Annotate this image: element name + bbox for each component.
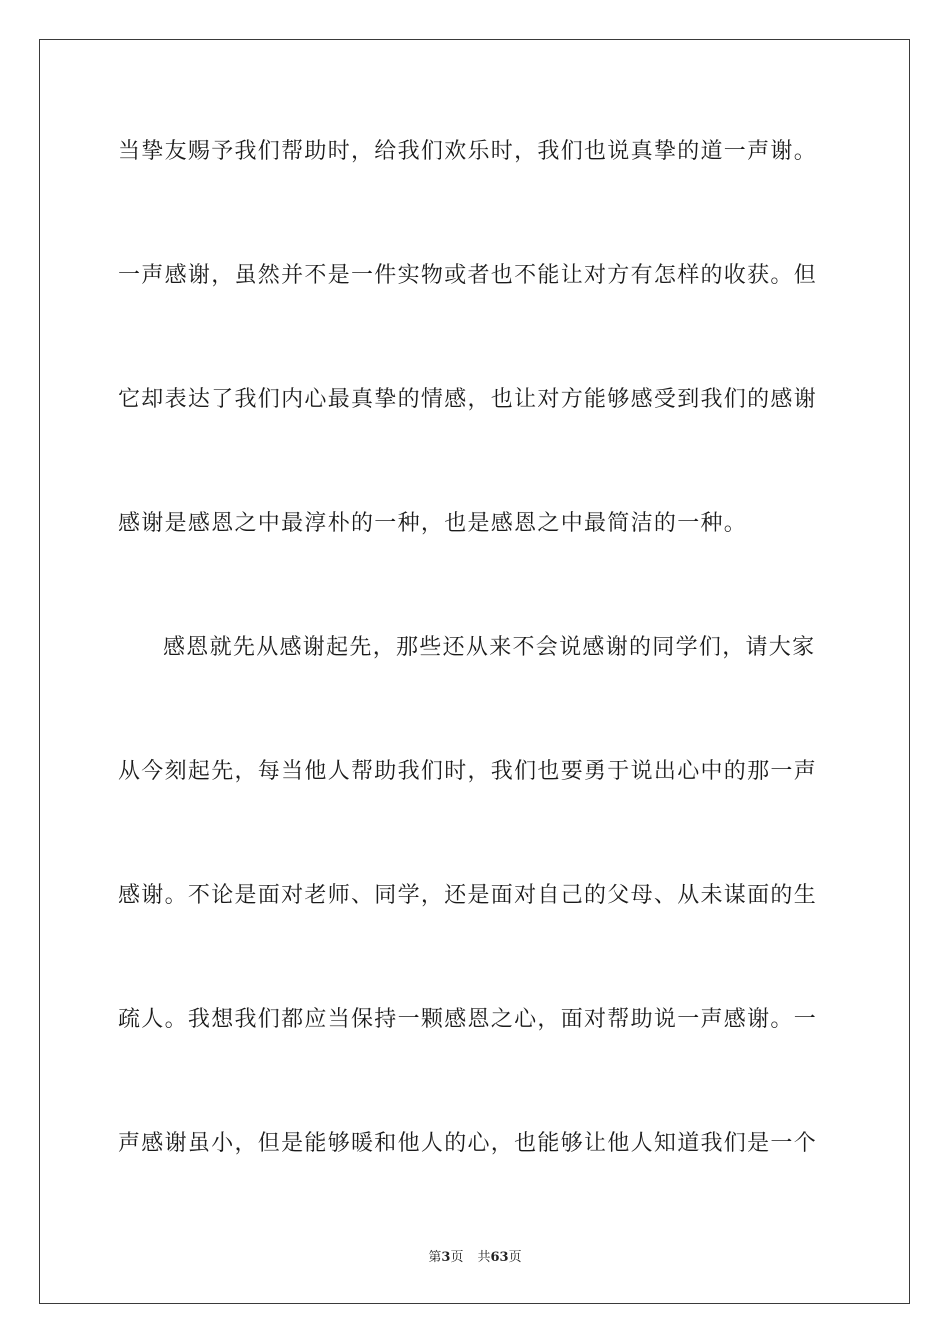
page-number: 3 <box>441 1250 451 1265</box>
paragraph-line-6: 从今刻起先，每当他人帮助我们时，我们也要勇于说出心中的那一声 <box>118 759 818 784</box>
paragraph-line-7: 感谢。不论是面对老师、同学，还是面对自己的父母、从未谋面的生 <box>118 883 818 908</box>
paragraph-line-9: 声感谢虽小，但是能够暖和他人的心，也能够让他人知道我们是一个 <box>118 1131 818 1156</box>
paragraph-line-2: 一声感谢，虽然并不是一件实物或者也不能让对方有怎样的收获。但 <box>118 263 818 288</box>
total-suffix: 页 <box>508 1250 522 1265</box>
page-prefix: 第 <box>428 1250 442 1265</box>
total-pages: 63 <box>490 1250 509 1265</box>
page-footer <box>0 1249 950 1267</box>
page-border <box>39 39 910 1304</box>
paragraph-line-4: 感谢是感恩之中最淳朴的一种，也是感恩之中最简洁的一种。 <box>118 511 748 536</box>
total-prefix: 共 <box>477 1250 491 1265</box>
page-suffix: 页 <box>450 1250 464 1265</box>
paragraph-line-5: 感恩就先从感谢起先，那些还从来不会说感谢的同学们，请大家 <box>163 635 816 660</box>
paragraph-line-8: 疏人。我想我们都应当保持一颗感恩之心，面对帮助说一声感谢。一 <box>118 1007 818 1032</box>
paragraph-line-1: 当挚友赐予我们帮助时，给我们欢乐时，我们也说真挚的道一声谢。 <box>118 139 818 164</box>
paragraph-line-3: 它却表达了我们内心最真挚的情感，也让对方能够感受到我们的感谢 <box>118 387 818 412</box>
